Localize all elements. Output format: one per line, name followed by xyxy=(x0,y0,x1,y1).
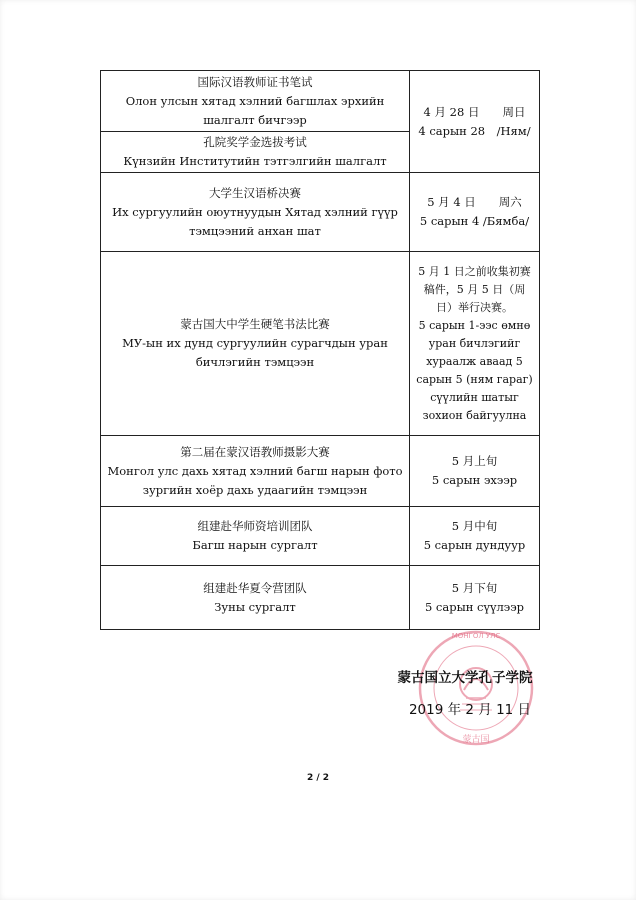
date-cell-early-may xyxy=(409,435,540,507)
issue-date: 2019 年 2 月 11 日 xyxy=(408,702,532,718)
date-zh: 5 月 4 日 周六 xyxy=(427,195,522,209)
event-title-mn: Күнзийн Институтийн тэтгэлгийн шалгалт xyxy=(123,154,387,168)
date-zh: 5 月中旬 xyxy=(451,519,498,533)
event-cell-summer-camp xyxy=(100,565,410,630)
event-cell-scholarship-exam xyxy=(100,131,410,173)
event-title-zh: 组建赴华夏令营团队 xyxy=(203,580,307,595)
seal-top-text: МОНГОЛ УЛС xyxy=(451,632,501,640)
date-cell-late-may xyxy=(409,565,540,630)
event-cell-teacher-training xyxy=(100,506,410,566)
event-title-zh: 蒙古国大中学生硬笔书法比赛 xyxy=(180,317,330,331)
date-zh: 5 月 1 日之前收集初赛稿件，5 月 5 日（周日）举行决赛。 xyxy=(418,264,531,314)
event-title-mn: Олон улсын хятад хэлний багшлах эрхийн шалгалт бичгээр xyxy=(125,93,385,127)
event-title-zh: 孔院奖学金选拔考试 xyxy=(203,135,307,149)
date-zh: 5 月下旬 xyxy=(451,580,498,595)
event-title-mn: МУ-ын их дунд сургуулийн сурагчдын уран бичлэгийн тэмцээн xyxy=(122,336,388,369)
date-mn: 5 сарын дундуур xyxy=(423,538,526,552)
seal-bottom-text: 蒙古国 xyxy=(462,735,490,745)
event-title-zh: 组建赴华师资培训团队 xyxy=(197,519,313,533)
event-title-mn: Зуны сургалт xyxy=(214,599,296,614)
event-cell-chinese-bridge xyxy=(100,172,410,252)
event-cell-photo-contest xyxy=(100,435,410,507)
date-zh: 5 月上旬 xyxy=(451,454,498,468)
event-title-zh: 大学生汉语桥决赛 xyxy=(209,185,301,200)
date-cell-april-28 xyxy=(409,70,540,173)
official-seal-icon xyxy=(416,628,536,748)
event-cell-calligraphy xyxy=(100,251,410,436)
event-title-mn: Монгол улс дахь хятад хэлний багш нарын фото зургийн хоёр дахь удаагийн тэмцээн xyxy=(107,463,403,497)
event-title-zh: 国际汉语教师证书笔试 xyxy=(197,74,313,89)
date-mn: 5 сарын эхээр xyxy=(431,473,518,487)
date-mn: 5 сарын 4 /Бямба/ xyxy=(419,214,530,228)
date-zh: 4 月 28 日 周日 xyxy=(423,104,526,119)
date-cell-mid-may xyxy=(409,506,540,566)
date-mn: 5 сарын сүүлээр xyxy=(424,599,525,614)
event-cell-certificate-exam xyxy=(100,70,410,132)
date-cell-calligraphy xyxy=(409,251,540,436)
event-title-zh: 第二届在蒙汉语教师摄影大赛 xyxy=(180,444,330,459)
event-title-mn: Их сургуулийн оюутнуудын Хятад хэлний гүүр тэмцээний анхан шат xyxy=(112,204,398,238)
page-number: 2 / 2 xyxy=(306,773,330,783)
date-cell-may-4 xyxy=(409,172,540,252)
issuing-organization: 蒙古国立大学孔子学院 xyxy=(397,670,533,686)
date-mn: 5 сарын 1-ээс өмнө уран бичлэгийг хураалж аваад 5 сарын 5 (ням гараг) сүүлийн шатыг зохион байгуулна xyxy=(416,318,533,422)
date-mn: 4 сарын 28 /Ням/ xyxy=(418,123,531,138)
event-title-mn: Багш нарын сургалт xyxy=(192,538,318,552)
